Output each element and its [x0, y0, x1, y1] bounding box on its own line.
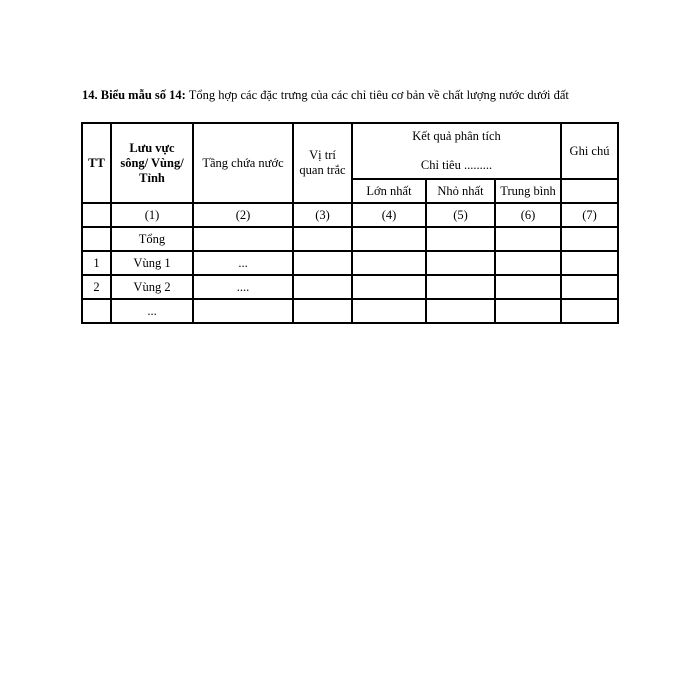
header-ket-qua-label: Kết quả phân tích — [412, 129, 501, 143]
table-row — [82, 251, 618, 275]
row-cell — [495, 299, 561, 323]
column-number: (5) — [426, 203, 495, 227]
row-cell — [495, 275, 561, 299]
row-cell — [293, 251, 352, 275]
column-number-blank — [82, 203, 111, 227]
column-number: (2) — [193, 203, 293, 227]
header-ghi-chu-blank — [561, 179, 618, 203]
row-cell — [293, 227, 352, 251]
row-tang: .... — [193, 275, 293, 299]
row-cell — [495, 251, 561, 275]
row-name: ... — [111, 299, 193, 323]
row-cell — [352, 227, 426, 251]
row-tt: 1 — [82, 251, 111, 275]
row-cell — [561, 275, 618, 299]
column-number-row — [82, 203, 618, 227]
row-cell — [352, 275, 426, 299]
row-cell — [426, 275, 495, 299]
row-tt — [82, 299, 111, 323]
column-number: (4) — [352, 203, 426, 227]
row-cell — [426, 299, 495, 323]
row-tt: 2 — [82, 275, 111, 299]
row-name: Tổng — [111, 227, 193, 251]
column-number: (1) — [111, 203, 193, 227]
form-title-prefix: 14. Biểu mẫu số 14: — [82, 88, 186, 102]
row-name: Vùng 2 — [111, 275, 193, 299]
row-tang — [193, 299, 293, 323]
row-cell — [352, 251, 426, 275]
header-luu-vuc: Lưu vực sông/ Vùng/ Tỉnh — [111, 123, 193, 203]
header-chi-tieu: Chỉ tiêu ......... — [420, 158, 493, 172]
header-trung-binh: Trung bình — [495, 179, 561, 203]
header-vi-tri: Vị trí quan trắc — [293, 123, 352, 203]
column-number: (3) — [293, 203, 352, 227]
row-cell — [426, 251, 495, 275]
row-cell — [426, 227, 495, 251]
row-tang — [193, 227, 293, 251]
row-cell — [561, 299, 618, 323]
header-ghi-chu: Ghi chú — [561, 123, 618, 179]
form-title — [82, 88, 642, 103]
column-number: (6) — [495, 203, 561, 227]
summary-table — [81, 122, 619, 324]
row-tang: ... — [193, 251, 293, 275]
row-cell — [352, 299, 426, 323]
row-cell — [293, 299, 352, 323]
table-row — [82, 275, 618, 299]
header-nho-nhat: Nhỏ nhất — [426, 179, 495, 203]
header-lon-nhat: Lớn nhất — [352, 179, 426, 203]
row-cell — [561, 227, 618, 251]
row-cell — [561, 251, 618, 275]
table-row — [82, 299, 618, 323]
row-cell — [293, 275, 352, 299]
header-ket-qua — [352, 123, 561, 179]
row-name: Vùng 1 — [111, 251, 193, 275]
form-title-text: Tổng hợp các đặc trưng của các chỉ tiêu cơ bản về chất lượng nước dưới đất — [188, 88, 569, 102]
header-tt: TT — [82, 123, 111, 203]
row-cell — [495, 227, 561, 251]
row-tt — [82, 227, 111, 251]
header-row — [82, 123, 618, 179]
column-number: (7) — [561, 203, 618, 227]
table-row — [82, 227, 618, 251]
header-tang-chua-nuoc: Tầng chứa nước — [193, 123, 293, 203]
